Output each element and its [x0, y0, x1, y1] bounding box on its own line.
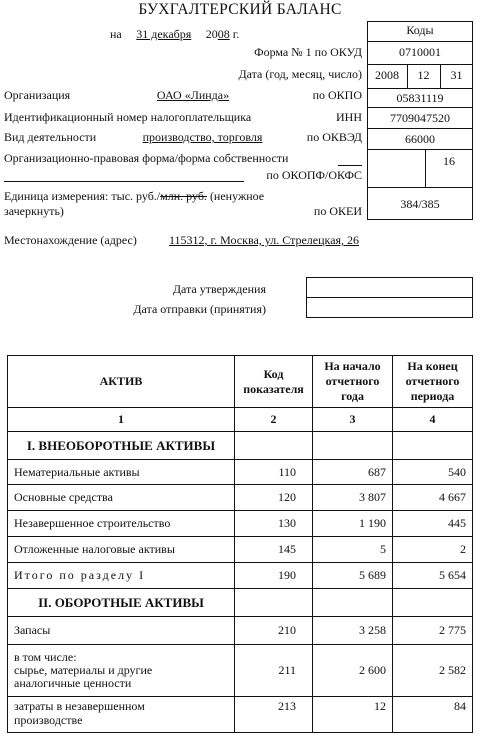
row-code: 190 — [235, 563, 313, 589]
unit-strike: млн. руб. — [160, 189, 207, 203]
okved-code: 66000 — [405, 132, 435, 146]
row-name: Итого по разделу I — [8, 563, 235, 589]
header-asset: АКТИВ — [8, 356, 235, 408]
org-value: ОАО «Линда» — [156, 88, 230, 102]
col-number-4: 4 — [393, 408, 473, 432]
address-label: Местонахождение (адрес) — [4, 233, 137, 247]
activity-value: производство, торговля — [142, 130, 263, 144]
row-name: затраты в незавершенном — [14, 699, 145, 713]
date-day-code: 31 — [450, 68, 463, 82]
year-prefix: 20 — [205, 27, 218, 41]
approve-label: Дата утверждения — [172, 282, 266, 296]
section-2-title: II. ОБОРОТНЫЕ АКТИВЫ — [8, 589, 235, 617]
year-unit: г. — [232, 27, 240, 41]
section-row — [8, 589, 473, 617]
row-code: 213 — [235, 697, 313, 733]
col-number-3: 3 — [313, 408, 393, 432]
row-name: Основные средства — [8, 485, 235, 511]
empty-cell — [313, 589, 393, 617]
row-start: 5 — [313, 537, 393, 563]
row-name: в том числе: — [14, 650, 77, 664]
table-row — [8, 645, 473, 697]
table-row — [8, 617, 473, 645]
activity-label: Вид деятельности — [4, 130, 97, 144]
table-row — [8, 697, 473, 733]
row-end: 2 — [393, 537, 473, 563]
section-1-title: I. ВНЕОБОРОТНЫЕ АКТИВЫ — [8, 432, 235, 460]
row-start: 2 600 — [313, 645, 393, 697]
codes-heading: Коды — [406, 23, 434, 37]
unit-label-c: зачеркнуть) — [4, 204, 64, 218]
row-name: Незавершенное строительство — [8, 511, 235, 537]
row-end: 540 — [393, 460, 473, 485]
row-name-2: производстве — [14, 713, 83, 727]
table-row-total — [8, 563, 473, 589]
okpo-label: по ОКПО — [312, 88, 362, 102]
row-end: 2 582 — [393, 645, 473, 697]
okei-label: по ОКЕИ — [313, 204, 362, 218]
table-row — [8, 511, 473, 537]
inn-text: Идентификационный номер налогоплательщика — [4, 110, 252, 124]
row-code: 211 — [235, 645, 313, 697]
approval-divider — [306, 297, 473, 298]
row-start: 12 — [313, 697, 393, 733]
row-name: Отложенные налоговые активы — [8, 537, 235, 563]
table-row — [8, 537, 473, 563]
row-start: 5 689 — [313, 563, 393, 589]
row-code: 145 — [235, 537, 313, 563]
unit-label-a: Единица измерения: тыс. руб./ — [4, 189, 161, 203]
date-month-code: 12 — [417, 68, 430, 82]
form-label: Форма № 1 по ОКУД — [254, 45, 362, 59]
on-label: на — [110, 27, 122, 41]
header-start: На начало отчетного года — [313, 356, 393, 408]
okud-code: 0710001 — [399, 45, 441, 59]
page-title: БУХГАЛТЕРСКИЙ БАЛАНС — [138, 1, 342, 18]
codes-line-3 — [367, 88, 473, 89]
date-day-month: 31 декабря — [136, 27, 192, 41]
row-name: Запасы — [8, 617, 235, 645]
row-start: 687 — [313, 460, 393, 485]
row-name-3: аналогичные ценности — [14, 676, 132, 690]
row-end: 4 667 — [393, 485, 473, 511]
col-number-1: 1 — [8, 408, 235, 432]
empty-cell — [313, 432, 393, 460]
row-code: 210 — [235, 617, 313, 645]
empty-cell — [393, 432, 473, 460]
row-end: 2 775 — [393, 617, 473, 645]
okfs-code: 16 — [443, 154, 455, 168]
header-row — [8, 356, 473, 408]
row-name-2: сырье, материалы и другие — [14, 663, 153, 677]
codes-line-6 — [367, 149, 473, 150]
empty-cell — [393, 589, 473, 617]
row-code: 130 — [235, 511, 313, 537]
legal-form-underline — [338, 165, 362, 166]
empty-cell — [235, 589, 313, 617]
row-end: 84 — [393, 697, 473, 733]
row-end: 5 654 — [393, 563, 473, 589]
codes-line-7 — [367, 187, 473, 188]
row-name-multi — [8, 645, 235, 697]
col-number-2: 2 — [235, 408, 313, 432]
row-code: 120 — [235, 485, 313, 511]
date-label: Дата (год, месяц, число) — [238, 67, 362, 81]
table-row — [8, 485, 473, 511]
okopf-label: по ОКОПФ/ОКФС — [266, 168, 362, 182]
org-label: Организация — [4, 88, 71, 102]
inn-label: ИНН — [336, 110, 362, 124]
legal-form-underline-2 — [4, 181, 244, 182]
row-start: 3 807 — [313, 485, 393, 511]
header-code: Код показателя — [235, 356, 313, 408]
row-end: 445 — [393, 511, 473, 537]
row-start: 3 258 — [313, 617, 393, 645]
row-start: 1 190 — [313, 511, 393, 537]
okved-label: по ОКВЭД — [306, 130, 362, 144]
header-end: На конец отчетного периода — [393, 356, 473, 408]
row-name: Нематериальные активы — [8, 460, 235, 485]
codes-line-1 — [367, 41, 473, 42]
okei-code: 384/385 — [400, 197, 440, 211]
unit-label-b: (ненужное — [206, 189, 265, 203]
codes-line-4 — [367, 107, 473, 108]
send-label: Дата отправки (принятия) — [133, 302, 266, 316]
col-number-row — [8, 408, 473, 432]
year-suffix: 08 — [217, 27, 230, 41]
inn-code: 7709047520 — [390, 111, 450, 125]
row-name-multi — [8, 697, 235, 733]
table-row — [8, 460, 473, 485]
codes-line-5 — [367, 128, 473, 129]
row-code: 110 — [235, 460, 313, 485]
address-value: 115312, г. Москва, ул. Стрелецкая, 26 — [169, 233, 360, 247]
legal-form-label: Организационно-правовая форма/форма собственности — [4, 151, 289, 165]
codes-line-2 — [367, 64, 473, 65]
okpo-code: 05831119 — [396, 91, 444, 105]
balance-date-line — [110, 27, 239, 42]
section-row — [8, 432, 473, 460]
unit-label — [4, 189, 264, 204]
empty-cell — [235, 432, 313, 460]
balance-table — [7, 355, 473, 733]
date-year-code: 2008 — [375, 68, 399, 82]
